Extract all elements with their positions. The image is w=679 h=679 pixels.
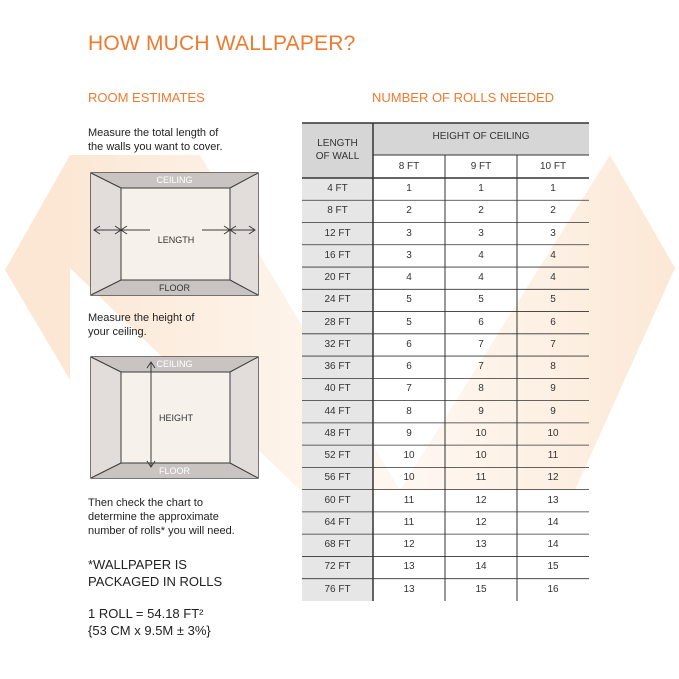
roll-size-line: {53 CM x 9.5M ± 3%} (88, 623, 211, 638)
row-length-cell: 52 FT (324, 450, 351, 462)
rolls-needed-heading: NUMBER OF ROLLS NEEDED (372, 90, 555, 105)
rolls-value-cell: 1 (478, 183, 484, 194)
rolls-value-cell: 9 (406, 427, 412, 439)
rolls-value-cell: 15 (475, 583, 487, 595)
rolls-value-cell: 1 (406, 183, 412, 194)
height-header-8ft: 8 FT (398, 161, 420, 172)
step1-line: Measure the total length of (88, 127, 219, 139)
rolls-value-cell: 3 (550, 227, 556, 239)
room-estimates-heading: ROOM ESTIMATES (88, 90, 205, 105)
diagram2-ceiling-label: CEILING (156, 359, 193, 369)
rolls-value-cell: 10 (475, 450, 487, 462)
rolls-value-cell: 10 (547, 427, 559, 439)
rolls-value-cell: 11 (403, 516, 415, 528)
rolls-value-cell: 12 (403, 539, 415, 551)
rolls-value-cell: 2 (406, 205, 412, 217)
rolls-value-cell: 14 (547, 539, 559, 551)
step2-line: your ceiling. (88, 326, 147, 338)
diagram2-height-label: HEIGHT (158, 413, 193, 423)
rolls-value-cell: 13 (547, 494, 559, 506)
rolls-value-cell: 16 (547, 583, 559, 595)
rolls-value-cell: 5 (478, 294, 484, 306)
row-length-cell: 76 FT (324, 583, 351, 595)
rolls-value-cell: 13 (475, 539, 487, 551)
rolls-value-cell: 12 (475, 516, 487, 528)
rolls-value-cell: 3 (478, 227, 484, 239)
row-length-cell: 44 FT (324, 405, 351, 417)
rolls-value-cell: 3 (406, 249, 412, 261)
rolls-value-cell: 6 (550, 316, 556, 328)
step3-line: number of rolls* you will need. (88, 525, 235, 537)
height-of-ceiling-header: HEIGHT OF CEILING (432, 131, 530, 142)
rolls-value-cell: 14 (475, 561, 487, 573)
length-header-line: LENGTH (317, 138, 358, 149)
rolls-value-cell: 11 (475, 472, 487, 484)
roll-size-info (88, 605, 211, 639)
rolls-value-cell: 12 (475, 494, 487, 506)
diagram1-ceiling-label: CEILING (156, 175, 193, 185)
room-length-diagram (91, 173, 258, 295)
row-length-cell: 68 FT (324, 539, 351, 551)
rolls-value-cell: 4 (478, 249, 484, 261)
row-length-cell: 8 FT (327, 205, 348, 217)
length-header-line: OF WALL (315, 151, 360, 162)
rolls-value-cell: 7 (478, 338, 484, 350)
rolls-value-cell: 2 (550, 205, 556, 217)
packaging-note-line: *WALLPAPER IS (88, 557, 187, 572)
row-length-cell: 12 FT (324, 227, 351, 239)
page-title: HOW MUCH WALLPAPER? (88, 32, 356, 55)
rolls-value-cell: 14 (547, 516, 559, 528)
row-length-cell: 64 FT (324, 516, 351, 528)
step1-line: the walls you want to cover. (88, 141, 223, 153)
step2-text (88, 311, 194, 339)
diagram2-floor-label: FLOOR (158, 466, 190, 476)
rolls-value-cell: 9 (478, 405, 484, 417)
roll-size-line: 1 ROLL = 54.18 FT² (88, 606, 204, 621)
rolls-value-cell: 4 (550, 272, 556, 284)
rolls-value-cell: 4 (550, 249, 556, 261)
row-length-cell: 4 FT (327, 183, 348, 194)
rolls-value-cell: 12 (547, 472, 559, 484)
rolls-value-cell: 7 (478, 361, 484, 373)
rolls-value-cell: 11 (403, 494, 415, 506)
row-length-cell: 36 FT (324, 361, 351, 373)
rolls-value-cell: 8 (550, 361, 556, 373)
rolls-value-cell: 10 (403, 472, 415, 484)
row-length-cell: 20 FT (324, 272, 351, 284)
rolls-value-cell: 10 (403, 450, 415, 462)
row-length-cell: 16 FT (324, 249, 351, 261)
rolls-value-cell: 6 (478, 316, 484, 328)
row-length-cell: 32 FT (324, 338, 351, 350)
rolls-value-cell: 15 (547, 561, 559, 573)
packaging-note-line: PACKAGED IN ROLLS (88, 574, 223, 589)
rolls-value-cell: 8 (478, 383, 484, 395)
row-length-cell: 48 FT (324, 427, 351, 439)
rolls-value-cell: 1 (550, 183, 556, 194)
rolls-value-cell: 7 (406, 383, 412, 395)
height-header-10ft: 10 FT (539, 161, 567, 172)
rolls-value-cell: 9 (550, 405, 556, 417)
rolls-value-cell: 6 (406, 361, 412, 373)
row-length-cell: 40 FT (324, 383, 351, 395)
diagram1-floor-label: FLOOR (158, 283, 190, 293)
row-length-cell: 60 FT (324, 494, 351, 506)
height-header-9ft: 9 FT (470, 161, 492, 172)
step3-text (88, 496, 235, 538)
rolls-value-cell: 13 (403, 583, 415, 595)
length-of-wall-header (302, 137, 373, 163)
step3-line: Then check the chart to (88, 497, 203, 509)
step1-text (88, 126, 223, 154)
rolls-value-cell: 5 (550, 294, 556, 306)
rolls-value-cell: 5 (406, 294, 412, 306)
left-chevron-tip (5, 155, 70, 380)
row-length-cell: 72 FT (324, 561, 351, 573)
rolls-value-cell: 5 (406, 316, 412, 328)
rolls-value-cell: 6 (406, 338, 412, 350)
packaging-note (88, 556, 222, 590)
rolls-value-cell: 8 (406, 405, 412, 417)
rolls-value-cell: 4 (406, 272, 412, 284)
rolls-value-cell: 10 (475, 427, 487, 439)
step2-line: Measure the height of (88, 312, 195, 324)
row-length-cell: 56 FT (324, 472, 351, 484)
row-length-cell: 24 FT (324, 294, 351, 306)
rolls-value-cell: 7 (550, 338, 556, 350)
rolls-value-cell: 13 (403, 561, 415, 573)
row-length-cell: 28 FT (324, 316, 351, 328)
diagram1-length-label: LENGTH (157, 235, 195, 245)
step3-line: determine the approximate (88, 511, 219, 523)
rolls-value-cell: 4 (478, 272, 484, 284)
rolls-value-cell: 9 (550, 383, 556, 395)
rolls-value-cell: 11 (547, 450, 559, 462)
rolls-value-cell: 3 (406, 227, 412, 239)
rolls-value-cell: 2 (478, 205, 484, 217)
